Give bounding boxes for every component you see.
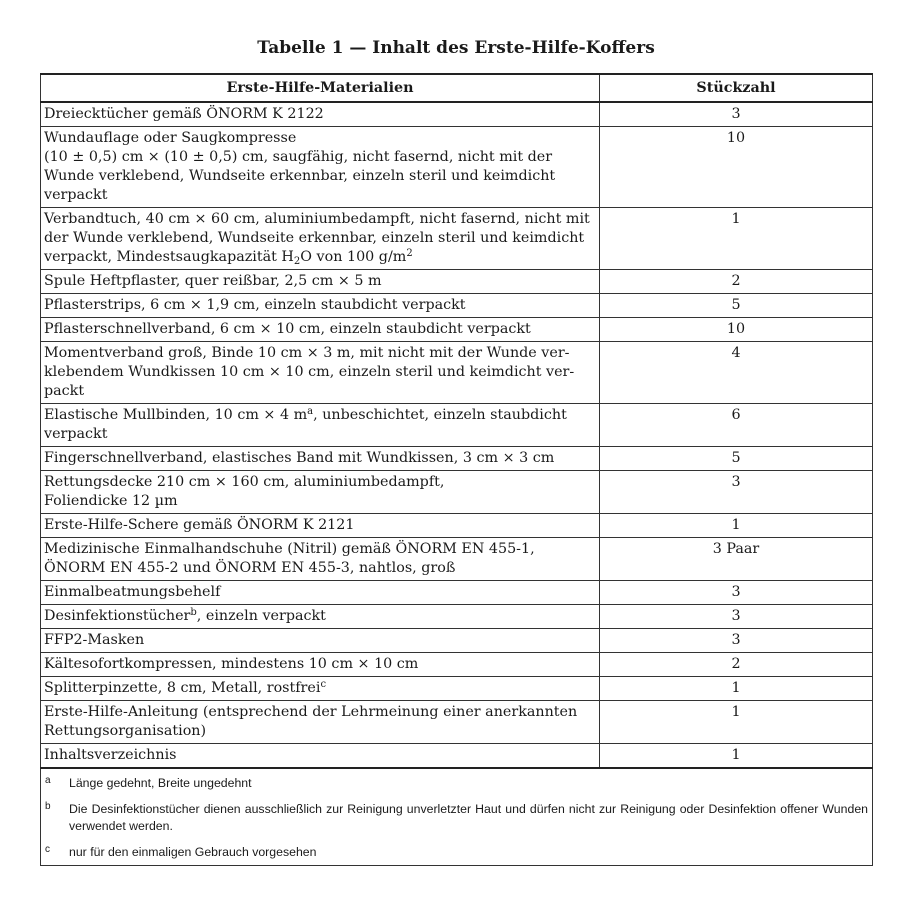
item-quantity: 1 xyxy=(600,514,873,538)
table-row xyxy=(41,701,873,744)
table-row xyxy=(41,127,873,208)
item-description: Erste-Hilfe-Anleitung (entsprechend der Lehrmeinung einer anerkannten Rettungsorganisation) xyxy=(41,701,600,744)
table-row xyxy=(41,653,873,677)
item-quantity: 10 xyxy=(600,127,873,208)
item-description: Wundauflage oder Saugkompresse (10 ± 0,5) cm × (10 ± 0,5) cm, saugfähig, nicht fasernd, nicht mit der Wunde verklebend, Wundseite erkennbar, einzeln steril und keimdicht verpackt xyxy=(41,127,600,208)
table-row xyxy=(41,538,873,581)
table-row xyxy=(41,677,873,701)
item-quantity: 1 xyxy=(600,677,873,701)
table-row xyxy=(41,471,873,514)
item-text: , einzeln verpackt xyxy=(196,608,326,624)
superscript-2: 2 xyxy=(406,248,413,259)
table-row xyxy=(41,605,873,629)
item-quantity: 3 xyxy=(600,102,873,127)
footnotes-row xyxy=(41,768,873,866)
item-text: Splitterpinzette, 8 cm, Metall, rostfrei xyxy=(44,680,321,696)
column-header-materials: Erste-Hilfe-Materialien xyxy=(41,74,600,102)
item-quantity: 5 xyxy=(600,294,873,318)
footnote-c xyxy=(45,844,868,861)
footnote-a xyxy=(45,775,868,792)
item-description xyxy=(41,208,600,270)
footnote-mark: b xyxy=(45,801,51,812)
table-row xyxy=(41,581,873,605)
item-description: Einmalbeatmungsbehelf xyxy=(41,581,600,605)
item-description: Dreiecktücher gemäß ÖNORM K 2122 xyxy=(41,102,600,127)
table-row xyxy=(41,270,873,294)
item-description: Medizinische Einmalhandschuhe (Nitril) gemäß ÖNORM EN 455-1, ÖNORM EN 455-2 und ÖNORM EN 455-3, nahtlos, groß xyxy=(41,538,600,581)
table-header-row xyxy=(41,74,873,102)
subscript-2: 2 xyxy=(293,256,301,267)
item-text: Elastische Mullbinden, 10 cm × 4 m xyxy=(44,407,308,423)
table-row xyxy=(41,318,873,342)
column-header-quantity: Stückzahl xyxy=(600,74,873,102)
item-text: Verbandtuch, 40 cm × 60 cm, aluminiumbedampft, nicht fasernd, nicht mit der Wunde verklebend, Wundseite erkennbar, einzeln steril und keimdicht verpackt, Mindestsaugkapazität H xyxy=(44,211,590,265)
item-description xyxy=(41,404,600,447)
footnote-text: nur für den einmaligen Gebrauch vorgesehen xyxy=(69,845,317,859)
item-description: Momentverband groß, Binde 10 cm × 3 m, mit nicht mit der Wunde ver- klebendem Wundkissen 10 cm × 10 cm, einzeln steril und keimdicht ver- packt xyxy=(41,342,600,404)
footnote-mark: a xyxy=(45,775,51,786)
item-description: FFP2-Masken xyxy=(41,629,600,653)
table-row xyxy=(41,629,873,653)
footnotes-cell xyxy=(41,768,873,866)
table-row xyxy=(41,447,873,471)
item-description: Pflasterstrips, 6 cm × 1,9 cm, einzeln staubdicht verpackt xyxy=(41,294,600,318)
item-quantity: 5 xyxy=(600,447,873,471)
table-row xyxy=(41,294,873,318)
item-quantity: 6 xyxy=(600,404,873,447)
table-row xyxy=(41,102,873,127)
item-description: Fingerschnellverband, elastisches Band mit Wundkissen, 3 cm × 3 cm xyxy=(41,447,600,471)
item-text: O von 100 g/m xyxy=(300,249,407,265)
table-row xyxy=(41,404,873,447)
item-description: Spule Heftpflaster, quer reißbar, 2,5 cm × 5 m xyxy=(41,270,600,294)
item-text: Desinfektionstücher xyxy=(44,608,191,624)
item-quantity: 3 xyxy=(600,471,873,514)
table-row xyxy=(41,744,873,769)
footnote-ref-b: b xyxy=(190,607,197,618)
footnote-ref-c: c xyxy=(320,679,327,690)
table-row xyxy=(41,514,873,538)
item-quantity: 2 xyxy=(600,270,873,294)
table-title: Tabelle 1 — Inhalt des Erste-Hilfe-Koffers xyxy=(257,38,655,58)
item-quantity: 1 xyxy=(600,208,873,270)
footnote-b xyxy=(45,801,868,835)
item-description xyxy=(41,605,600,629)
item-description xyxy=(41,677,600,701)
item-description: Erste-Hilfe-Schere gemäß ÖNORM K 2121 xyxy=(41,514,600,538)
footnote-text: Länge gedehnt, Breite ungedehnt xyxy=(69,776,252,790)
footnote-mark: c xyxy=(45,844,50,855)
item-text: , unbeschichtet, einzeln staubdicht verpackt xyxy=(44,407,567,442)
item-quantity: 1 xyxy=(600,744,873,769)
first-aid-contents-table xyxy=(40,73,873,866)
item-quantity: 3 xyxy=(600,605,873,629)
item-description: Kältesofortkompressen, mindestens 10 cm × 10 cm xyxy=(41,653,600,677)
item-description: Pflasterschnellverband, 6 cm × 10 cm, einzeln staubdicht verpackt xyxy=(41,318,600,342)
item-description: Rettungsdecke 210 cm × 160 cm, aluminiumbedampft, Foliendicke 12 µm xyxy=(41,471,600,514)
item-quantity: 1 xyxy=(600,701,873,744)
footnote-ref-a: a xyxy=(307,406,314,417)
footnote-text: Die Desinfektionstücher dienen ausschließlich zur Reinigung unverletzter Haut und dürfen nicht zur Reinigung oder Desinfektion offener Wunden verwendet werden. xyxy=(69,802,868,833)
item-quantity: 10 xyxy=(600,318,873,342)
item-quantity: 3 xyxy=(600,581,873,605)
item-quantity: 3 xyxy=(600,629,873,653)
item-quantity: 2 xyxy=(600,653,873,677)
table-row xyxy=(41,208,873,270)
item-quantity: 3 Paar xyxy=(600,538,873,581)
item-quantity: 4 xyxy=(600,342,873,404)
item-description: Inhaltsverzeichnis xyxy=(41,744,600,769)
table-row xyxy=(41,342,873,404)
